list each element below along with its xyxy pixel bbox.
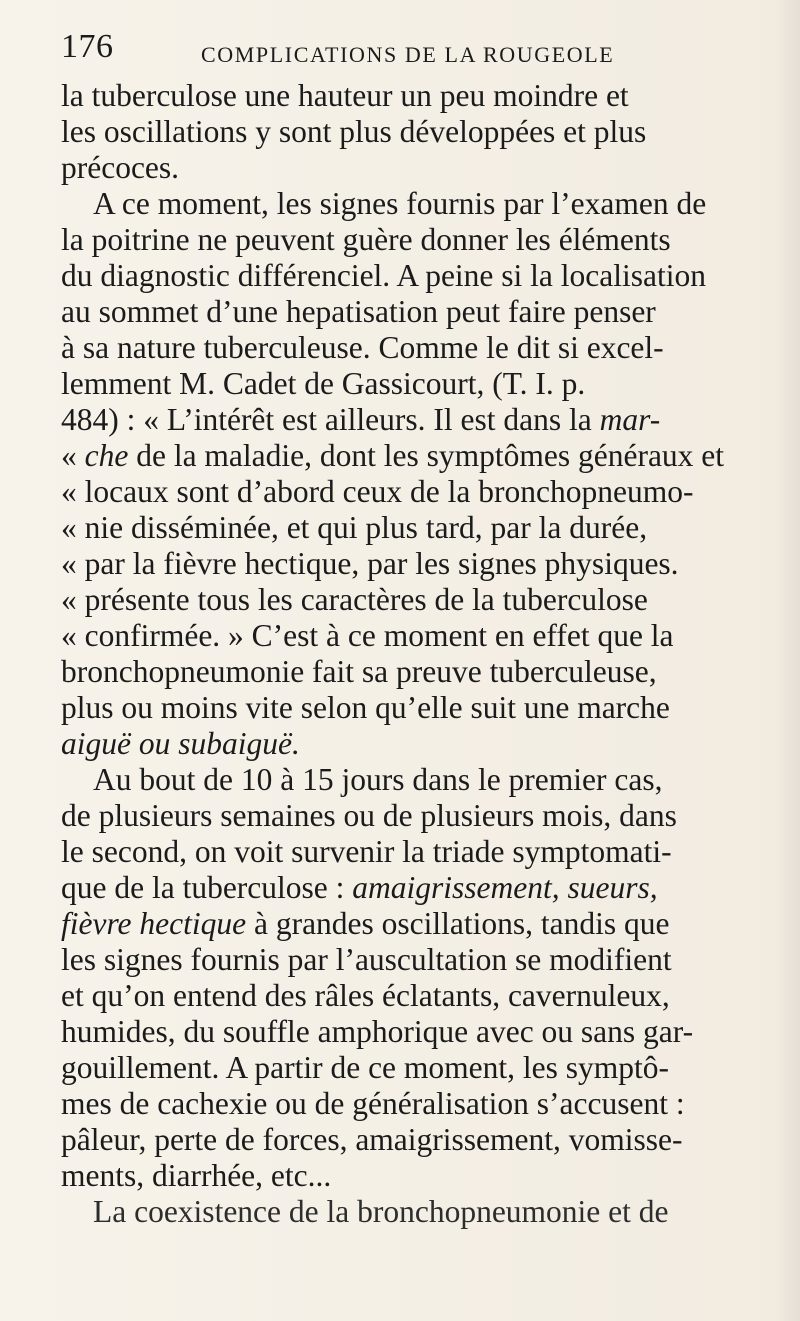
italic-text-run: che xyxy=(84,438,129,473)
text-run: « présente tous les caractères de la tuberculose xyxy=(61,582,648,617)
text-line xyxy=(93,1196,669,1228)
text-line xyxy=(61,584,648,616)
text-line xyxy=(61,944,672,976)
text-line xyxy=(61,476,693,508)
text-line xyxy=(61,404,660,436)
text-run: La coexistence de la bronchopneumonie et de xyxy=(93,1194,669,1229)
text-line xyxy=(61,332,664,364)
text-line xyxy=(61,80,629,112)
text-line xyxy=(61,1088,685,1120)
text-run: « par la fièvre hectique, par les signes physiques. xyxy=(61,546,679,581)
text-run: pâleur, perte de forces, amaigrissement, vomisse- xyxy=(61,1122,683,1157)
text-line xyxy=(61,728,300,760)
text-run: la tuberculose une hauteur un peu moindre et xyxy=(61,78,629,113)
text-run: Au bout de 10 à 15 jours dans le premier cas, xyxy=(93,762,663,797)
text-run: humides, du souffle amphorique avec ou sans gar- xyxy=(61,1014,694,1049)
chapter-title: COMPLICATIONS DE LA ROUGEOLE xyxy=(201,42,615,67)
text-run: au sommet d’une hepatisation peut faire penser xyxy=(61,294,656,329)
text-run: « xyxy=(61,438,85,473)
text-line xyxy=(61,152,179,184)
text-line xyxy=(61,872,658,904)
text-run: à grandes oscillations, tandis que xyxy=(246,906,670,941)
text-line xyxy=(61,836,672,868)
text-run: la poitrine ne peuvent guère donner les éléments xyxy=(61,222,671,257)
text-line xyxy=(61,692,670,724)
text-run: ments, diarrhée, etc... xyxy=(61,1158,332,1193)
text-run: « confirmée. » C’est à ce moment en effet que la xyxy=(61,618,674,653)
text-line xyxy=(61,116,646,148)
text-run: de la maladie, dont les symptômes généraux et xyxy=(128,438,725,473)
text-run: précoces. xyxy=(61,150,180,185)
text-run: A ce moment, les signes fournis par l’examen de xyxy=(93,186,707,221)
italic-text-run: aiguë ou subaiguë. xyxy=(61,726,300,761)
page-number: 176 xyxy=(61,28,114,65)
text-line xyxy=(61,224,671,256)
italic-text-run: amaigrissement, sueurs, xyxy=(352,870,658,905)
text-run: « locaux sont d’abord ceux de la bronchopneumo- xyxy=(61,474,694,509)
italic-text-run: fièvre hectique xyxy=(61,906,247,941)
text-line xyxy=(93,188,706,220)
text-run: du diagnostic différenciel. A peine si la localisation xyxy=(61,258,706,293)
text-line xyxy=(61,368,585,400)
text-line xyxy=(93,764,662,796)
text-line xyxy=(61,1016,693,1048)
text-line xyxy=(61,656,657,688)
text-run: bronchopneumonie fait sa preuve tuberculeuse, xyxy=(61,654,657,689)
text-line xyxy=(61,1052,669,1084)
text-line xyxy=(61,1160,331,1192)
text-run: le second, on voit survenir la triade symptomati- xyxy=(61,834,672,869)
text-line xyxy=(61,512,647,544)
text-line xyxy=(61,620,674,652)
text-run: les oscillations y sont plus développées et plus xyxy=(61,114,647,149)
text-run: mes de cachexie ou de généralisation s’accusent : xyxy=(61,1086,685,1121)
text-line xyxy=(61,800,677,832)
text-line xyxy=(61,548,679,580)
text-run: que de la tuberculose : xyxy=(61,870,353,905)
text-line xyxy=(61,980,670,1012)
text-run: les signes fournis par l’auscultation se modifient xyxy=(61,942,672,977)
italic-text-run: mar- xyxy=(599,402,661,437)
text-line xyxy=(61,1124,683,1156)
text-run: de plusieurs semaines ou de plusieurs mois, dans xyxy=(61,798,677,833)
text-run: plus ou moins vite selon qu’elle suit une marche xyxy=(61,690,670,725)
text-run: lemment M. Cadet de Gassicourt, (T. I. p. xyxy=(61,366,586,401)
text-line xyxy=(61,908,670,940)
text-run: et qu’on entend des râles éclatants, cavernuleux, xyxy=(61,978,670,1013)
text-run: « nie disséminée, et qui plus tard, par la durée, xyxy=(61,510,648,545)
text-run: gouillement. A partir de ce moment, les symptô- xyxy=(61,1050,670,1085)
text-run: à sa nature tuberculeuse. Comme le dit si excel- xyxy=(61,330,664,365)
text-line xyxy=(61,296,656,328)
text-run: 484) : « L’intérêt est ailleurs. Il est dans la xyxy=(61,402,600,437)
text-line xyxy=(61,440,724,472)
text-line xyxy=(61,260,706,292)
